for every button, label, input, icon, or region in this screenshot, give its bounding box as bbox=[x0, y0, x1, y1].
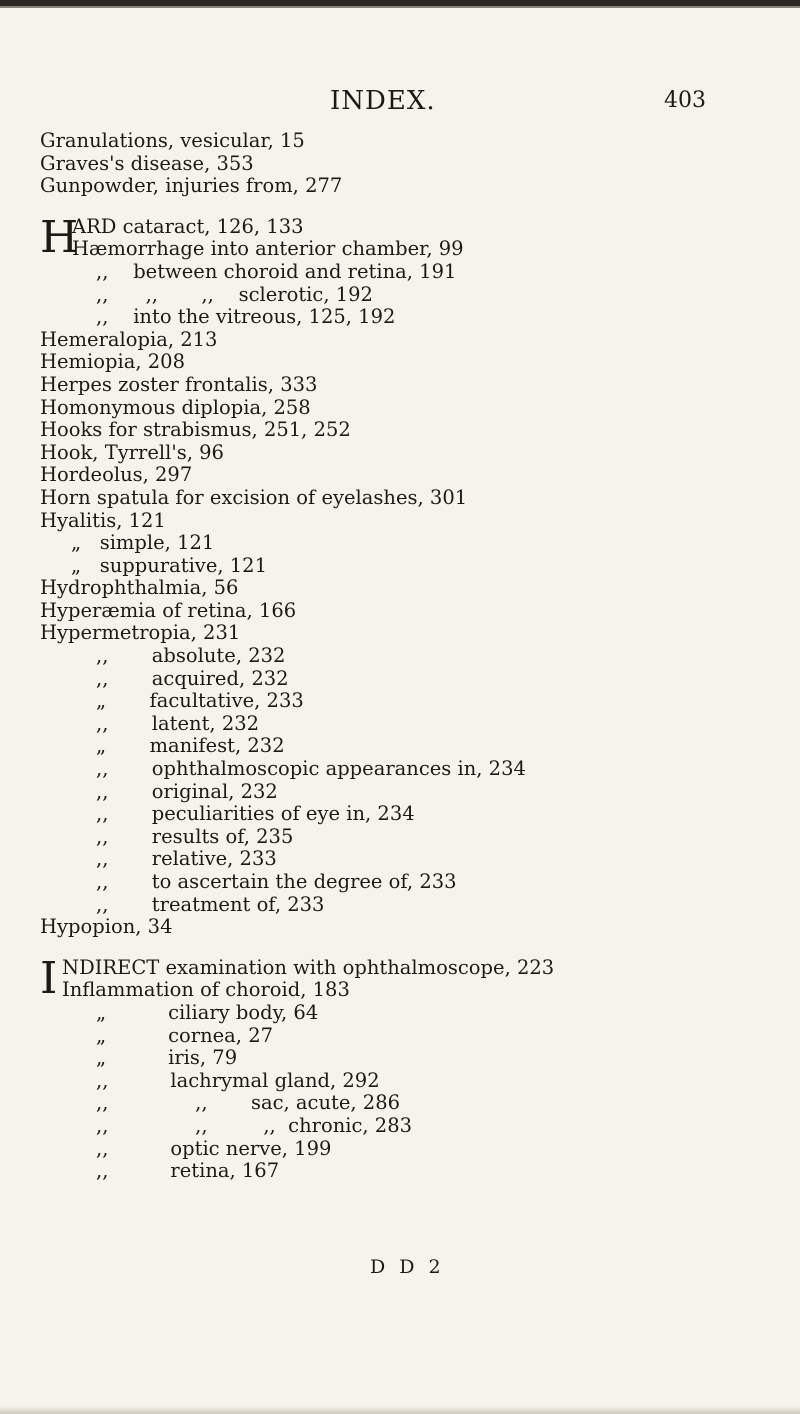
index-entry: „ ciliary body, 64 bbox=[96, 1000, 319, 1024]
section-gap bbox=[40, 198, 760, 216]
index-entry: „ facultative, 233 bbox=[96, 689, 304, 713]
drop-cap-h: H bbox=[40, 211, 79, 263]
index-entry: Hypermetropia, 231 bbox=[40, 621, 241, 645]
index-entry: ,, relative, 233 bbox=[96, 847, 277, 871]
index-entry: ,, absolute, 232 bbox=[96, 644, 286, 668]
page-header bbox=[0, 86, 800, 126]
index-entry: „ suppurative, 121 bbox=[40, 553, 267, 577]
index-entry: Hooks for strabismus, 251, 252 bbox=[40, 418, 351, 442]
index-section-h bbox=[40, 211, 760, 939]
index-entries-h bbox=[40, 238, 760, 938]
index-entry: Hæmorrhage into anterior chamber, 99 bbox=[72, 237, 464, 261]
section-gap bbox=[40, 939, 760, 957]
index-entries-i bbox=[40, 979, 760, 1182]
index-entry: ,, retina, 167 bbox=[96, 1159, 280, 1183]
index-entry: Hypopion, 34 bbox=[40, 915, 173, 939]
index-entry: Hordeolus, 297 bbox=[40, 463, 193, 487]
index-entry: ,, ,, ,, chronic, 283 bbox=[96, 1113, 413, 1137]
index-entry: Herpes zoster frontalis, 333 bbox=[40, 372, 318, 396]
index-entry: Horn spatula for excision of eyelashes, 301 bbox=[40, 485, 468, 509]
index-entry: ,, optic nerve, 199 bbox=[96, 1136, 332, 1160]
index-entry: ,, ,, sac, acute, 286 bbox=[96, 1091, 401, 1115]
drop-cap-i: I bbox=[40, 952, 58, 1004]
index-entry: Hydrophthalmia, 56 bbox=[40, 576, 239, 600]
index-section-g bbox=[40, 130, 760, 198]
index-entry: Granulations, vesicular, 15 bbox=[40, 129, 305, 152]
bottom-edge-shadow bbox=[0, 1406, 800, 1414]
index-entry: Hyalitis, 121 bbox=[40, 508, 166, 532]
index-entry: Hemiopia, 208 bbox=[40, 350, 185, 374]
index-body bbox=[40, 130, 760, 1183]
index-entry: ,, latent, 232 bbox=[96, 711, 260, 735]
index-entry: ,, peculiarities of eye in, 234 bbox=[96, 802, 415, 826]
index-entry: Inflammation of choroid, 183 bbox=[62, 978, 350, 1002]
index-entry: „ iris, 79 bbox=[96, 1046, 238, 1070]
index-entry: Gunpowder, injuries from, 277 bbox=[40, 174, 343, 198]
index-entry: „ simple, 121 bbox=[40, 531, 215, 555]
page-title: INDEX. bbox=[330, 86, 436, 116]
index-entry: ,, lachrymal gland, 292 bbox=[96, 1068, 380, 1092]
index-entry: ,, original, 232 bbox=[96, 779, 278, 803]
index-entry: Hyperæmia of retina, 166 bbox=[40, 598, 297, 622]
index-entry: ,, ,, ,, sclerotic, 192 bbox=[96, 282, 373, 306]
index-entry: NDIRECT examination with ophthalmoscope, 223 bbox=[62, 955, 555, 979]
index-entry: „ cornea, 27 bbox=[96, 1023, 274, 1047]
page-number: 403 bbox=[664, 88, 706, 113]
index-section-i bbox=[40, 952, 760, 1183]
index-entry: Hemeralopia, 213 bbox=[40, 327, 218, 351]
index-entry: „ manifest, 232 bbox=[96, 734, 285, 758]
index-entry: Graves's disease, 353 bbox=[40, 151, 254, 175]
index-entry: Homonymous diplopia, 258 bbox=[40, 395, 311, 419]
index-entry: ,, results of, 235 bbox=[96, 824, 294, 848]
index-entry: ,, into the vitreous, 125, 192 bbox=[96, 305, 396, 329]
index-entry: ,, between choroid and retina, 191 bbox=[96, 259, 457, 283]
index-entry: Hook, Tyrrell's, 96 bbox=[40, 440, 224, 464]
index-entry: ARD cataract, 126, 133 bbox=[72, 214, 304, 238]
index-entry: ,, acquired, 232 bbox=[96, 666, 289, 690]
index-entry: ,, ophthalmoscopic appearances in, 234 bbox=[96, 757, 526, 781]
index-entry: ,, treatment of, 233 bbox=[96, 892, 325, 916]
index-entry: ,, to ascertain the degree of, 233 bbox=[96, 870, 457, 893]
top-edge-rule-shadow bbox=[0, 6, 800, 8]
signature-mark: D D 2 bbox=[370, 1256, 445, 1278]
